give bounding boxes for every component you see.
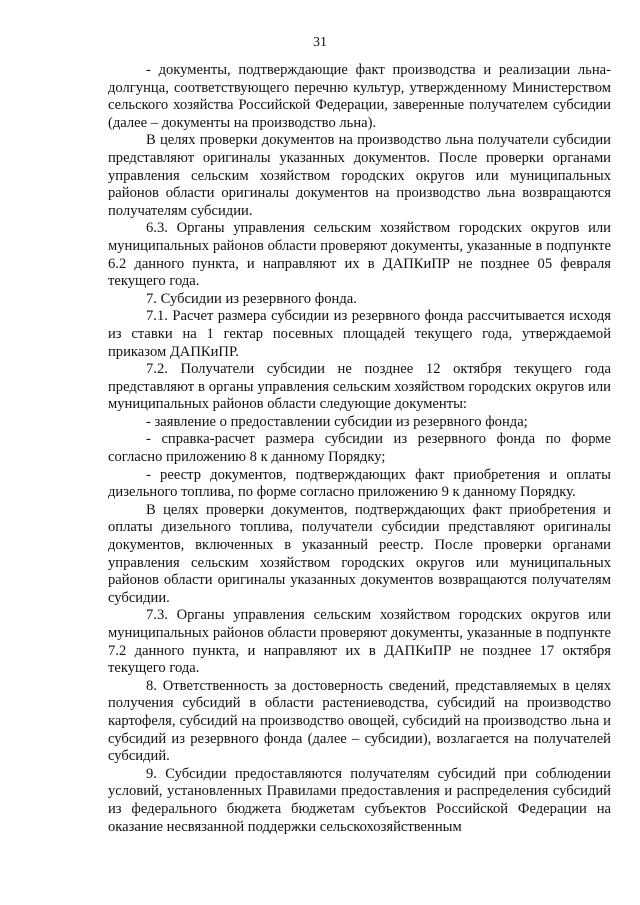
list-item-application: - заявление о предоставлении субсидии из резервного фонда;	[146, 413, 528, 430]
page-number: 31	[313, 35, 327, 50]
paragraph-flax-documents-item: - документы, подтверждающие факт производства и реализации льна-долгунца, соответствующего перечню культур, утвержденному Министерством сельского хозяйства Российской Федерации, заверенные получателем субсидии (далее – документы на производство льна).	[108, 62, 611, 131]
paragraph-9: 9. Субсидии предоставляются получателям субсидий при соблюдении условий, установленных Правилами предоставления и распределения субсидий из федерального бюджета бюджетам субъектов Российской Федерации на оказание несвязанной поддержки сельскохозяйственным	[108, 765, 611, 835]
list-item-documents-register: - реестр документов, подтверждающих факт приобретения и оплаты дизельного топлива, по форме согласно приложению 9 к данному Порядку.	[108, 466, 611, 501]
list-item-calculation-certificate: - справка-расчет размера субсидии из резервного фонда по форме согласно приложению 8 к данному Порядку;	[108, 431, 611, 466]
paragraph-7-2: 7.2. Получатели субсидии не позднее 12 октября текущего года представляют в органы управления сельским хозяйством городских округов или муниципальных районов области следующие документы:	[108, 361, 611, 413]
paragraph-7-1: 7.1. Расчет размера субсидии из резервного фонда рассчитывается исходя из ставки на 1 гектар посевных площадей текущего года, утверждаемой приказом ДАПКиПР.	[108, 308, 611, 360]
paragraph-flax-originals-check: В целях проверки документов на производство льна получатели субсидии представляют оригиналы указанных документов. После проверки органами управления сельским хозяйством городских округов или муниципальных районов области оригиналы документов на производство льна возвращаются получателям субсидии.	[108, 132, 611, 219]
paragraph-6-3: 6.3. Органы управления сельским хозяйством городских округов или муниципальных районов области проверяют документы, указанные в подпункте 6.2 данного пункта, и направляют их в ДАПКиПР не позднее 05 февраля текущего года.	[108, 220, 611, 290]
paragraph-fuel-originals-check: В целях проверки документов, подтверждающих факт приобретения и оплаты дизельного топлива, получатели субсидии представляют оригиналы документов, включенных в указанный реестр. После проверки органами управления сельским хозяйством городских округов или муниципальных районов области оригиналы указанных документов возвращаются получателям субсидии.	[108, 501, 611, 606]
paragraph-7-3: 7.3. Органы управления сельским хозяйством городских округов или муниципальных районов области проверяют документы, указанные в подпункте 7.2 данного пункта, и направляют их в ДАПКиПР не позднее 17 октября текущего года.	[108, 607, 611, 677]
paragraph-7-heading: 7. Субсидии из резервного фонда.	[146, 290, 357, 307]
document-body	[108, 62, 611, 836]
paragraph-8: 8. Ответственность за достоверность сведений, представляемых в целях получения субсидий в области растениеводства, субсидий на производство картофеля, субсидий на производство овощей, субсидий на производство льна и субсидий из резервного фонда (далее – субсидии), возлагается на получателей субсидий.	[108, 677, 611, 765]
